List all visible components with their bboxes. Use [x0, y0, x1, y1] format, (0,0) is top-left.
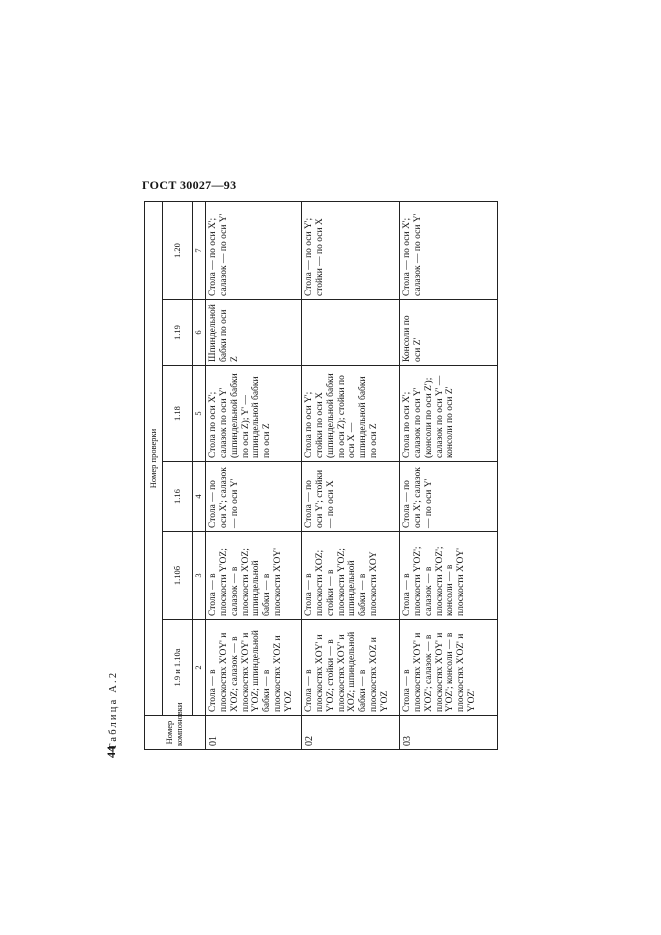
table-cell: Стола — в плоскости XOZ; стойки — в плоскости Y'OZ; шпиндельной бабки — в плоскости XOY	[301, 532, 399, 620]
column-number: 6	[193, 300, 206, 366]
column-header: 1.16	[163, 462, 193, 532]
table-cell: Стола по оси Y'; стойки по оси X (шпиндельной бабки по оси Z); стойки по оси X — шпиндельной бабки по оси Z	[301, 366, 399, 462]
table-cell: Стола — по оси X'; салазок — по оси Y'	[399, 462, 497, 532]
inspection-table	[144, 201, 498, 750]
table-cell	[301, 300, 399, 366]
table-cell: Стола — по оси X'; салазок — по оси Y'	[205, 462, 301, 532]
column-header: 1.20	[163, 202, 193, 300]
table-row	[399, 202, 497, 750]
table-caption: Таблица А.2	[108, 670, 119, 750]
table-cell: Стола — в плоскостях X'OY' и X'OZ; салазок — в плоскостях X'OY' и Y'OZ; шпиндельной бабки — в плоскостях X'OZ и Y'OZ	[205, 620, 301, 716]
rotated-table-container	[144, 202, 496, 750]
table-cell: Стола — по оси Y'; стойки — по оси X	[301, 462, 399, 532]
table-cell: Шпиндельной бабки по оси Z	[205, 300, 301, 366]
table-cell: Стола по оси X'; салазок по оси Y' (шпиндельной бабки по оси Z); Y' — шпиндельной бабки по оси Z	[205, 366, 301, 462]
table-cell: Стола — в плоскостях X'OY' и X'OZ'; салазок — в плоскостях X'OY' и Y'OZ'; консоли — в плоскостях X'OZ' и Y'OZ'	[399, 620, 497, 716]
column-number: 2	[193, 620, 206, 716]
table-cell: Стола по оси X'; салазок по оси Y' (консоли по оси Z'); салазок по оси Y' — консоли по оси Z'	[399, 366, 497, 462]
table-row	[205, 202, 301, 750]
table-cell: Стола — в плоскости Y'OZ; салазок — в плоскости X'OZ; шпиндельной бабки — в плоскости X'OY'	[205, 532, 301, 620]
table-cell: Стола — по оси Y'; стойки — по оси X	[301, 202, 399, 300]
table-header-row	[145, 202, 163, 750]
column-number: 4	[193, 462, 206, 532]
stand-id: 03	[399, 716, 497, 750]
stand-id: 01	[205, 716, 301, 750]
table-cell: Стола — по оси X'; салазок — по оси Y'	[399, 202, 497, 300]
column-numbers-row	[193, 202, 206, 750]
column-names-row	[163, 202, 193, 750]
stand-number-header: Номер компоновки	[145, 716, 206, 750]
column-number: 5	[193, 366, 206, 462]
column-number: 3	[193, 532, 206, 620]
document-header: ГОСТ 30027—93	[142, 178, 237, 192]
table-cell: Стола — по оси X'; салазок — по оси Y'	[205, 202, 301, 300]
page-number: 44	[104, 746, 118, 758]
column-header: 1.18	[163, 366, 193, 462]
column-header: 1.10б	[163, 532, 193, 620]
table-cell: Консоли по оси Z'	[399, 300, 497, 366]
table-cell: Стола — в плоскости Y'OZ'; салазок — в плоскости X'OZ'; консоли — в плоскости X'OY'	[399, 532, 497, 620]
column-number: 7	[193, 202, 206, 300]
table-row	[301, 202, 399, 750]
check-number-header: Номер проверки	[145, 202, 163, 716]
table-cell: Стола — в плоскостях XOY' и Y'OZ; стойки — в плоскостях XOY' и XOZ; шпиндельной бабки — в плоскостях XOZ и Y'OZ	[301, 620, 399, 716]
column-header: 1.9 и 1.10а	[163, 620, 193, 716]
column-header: 1.19	[163, 300, 193, 366]
stand-id: 02	[301, 716, 399, 750]
